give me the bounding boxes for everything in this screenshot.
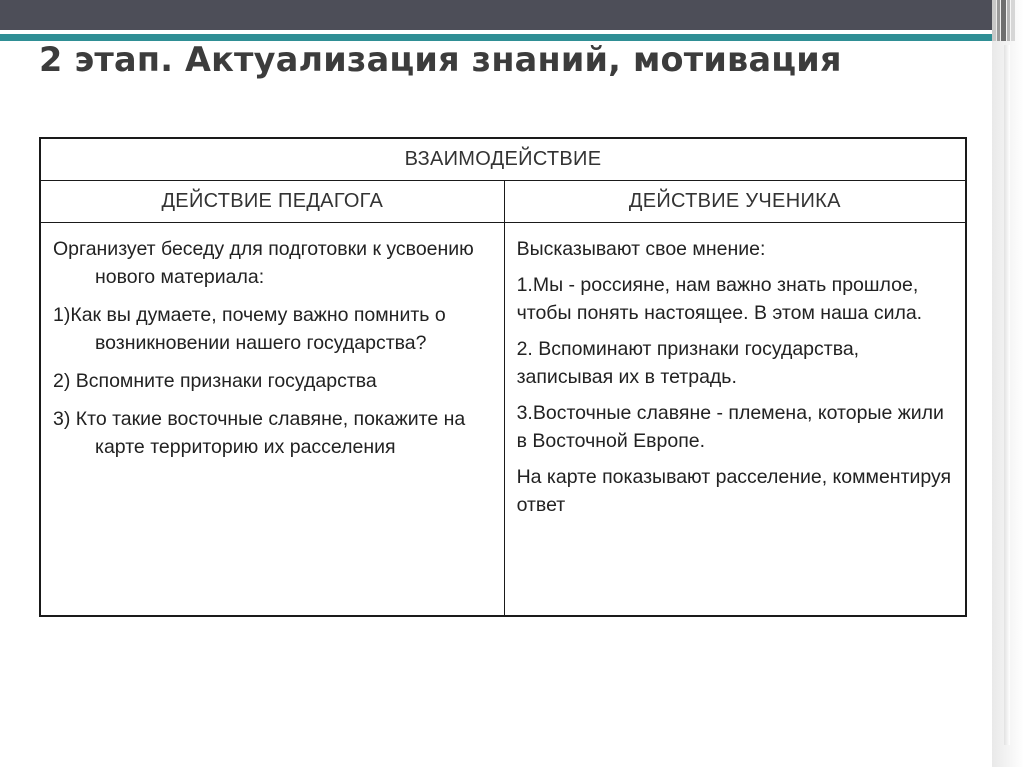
student-line: 1.Мы - россияне, нам важно знать прошлое, чтобы понять настоящее. В этом наша сила. [516, 273, 923, 324]
edge-stripe [997, 0, 1000, 41]
teacher-line: 1)Как вы думаете, почему важно помнить о возникновении нашего государства? [53, 303, 446, 354]
teacher-column-header: ДЕЙСТВИЕ ПЕДАГОГА [40, 180, 504, 222]
teacher-line: 2) Вспомните признаки государства [53, 369, 377, 392]
student-column-header: ДЕЙСТВИЕ УЧЕНИКА [504, 180, 966, 222]
teacher-line: Организует беседу для подготовки к усвоению нового материала: [53, 237, 474, 288]
top-bar [0, 0, 992, 30]
edge-stripe [1007, 0, 1010, 41]
student-actions-cell [504, 222, 966, 616]
student-line: Высказывают свое мнение: [516, 237, 766, 260]
teacher-actions-cell [40, 222, 504, 616]
interaction-table [39, 137, 967, 617]
slide-title: 2 этап. Актуализация знаний, мотивация [39, 40, 842, 79]
edge-stripe [1001, 0, 1006, 41]
edge-stripe [992, 0, 996, 41]
table-header: ВЗАИМОДЕЙСТВИЕ [40, 138, 966, 180]
edge-stripe [1011, 0, 1015, 41]
student-line: 2. Вспоминают признаки государства, записывая их в тетрадь. [516, 337, 860, 388]
student-line: На карте показывают расселение, комментируя ответ [516, 465, 952, 516]
page-shadow [1004, 45, 1010, 745]
teacher-line: 3) Кто такие восточные славяне, покажите на карте территорию их расселения [53, 407, 466, 458]
student-line: 3.Восточные славяне - племена, которые жили в Восточной Европе. [516, 401, 944, 452]
